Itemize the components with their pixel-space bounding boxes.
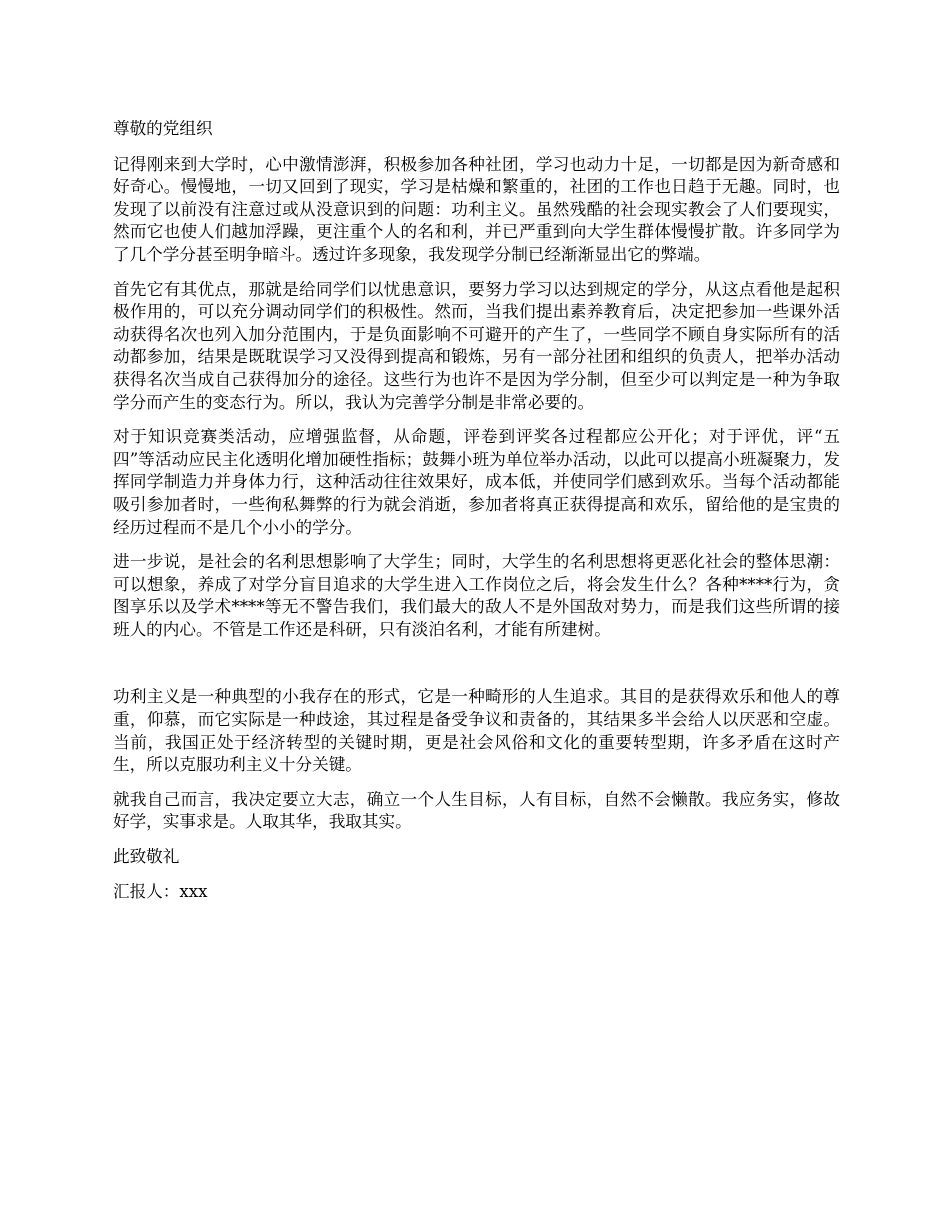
paragraph-3: 对于知识竞赛类活动，应增强监督，从命题，评卷到评奖各过程都应公开化；对于评优，评“五四”等活动应民主化透明化增加硬性指标；鼓舞小班为单位举办活动，以此可以提高小班凝聚力，发挥同学制造力并身体力行，这种活动往往效果好，成本低，并使同学们感到欢乐。当每个活动都能吸引参加者时，一些徇私舞弊的行为就会消逝，参加者将真正获得提高和欢乐，留给他的是宝贵的经历过程而不是几个小小的学分。 <box>113 427 840 537</box>
paragraph-4: 进一步说，是社会的名利思想影响了大学生；同时，大学生的名利思想将更恶化社会的整体思潮：可以想象，养成了对学分盲目追求的大学生进入工作岗位之后，将会发生什么？各种****行为，贪图享乐以及学术****等无不警告我们，我们最大的敌人不是外国敌对势力，而是我们这些所谓的接班人的内心。不管是工作还是科研，只有淡泊名利，才能有所建树。 <box>113 552 840 639</box>
paragraph-6: 就我自己而言，我决定要立大志，确立一个人生目标，人有目标，自然不会懒散。我应务实，修故好学，实事求是。人取其华，我取其实。 <box>113 789 840 832</box>
paragraph-2: 首先它有其优点，那就是给同学们以忧患意识，要努力学习以达到规定的学分，从这点看他是起积极作用的，可以充分调动同学们的积极性。然而，当我们提出素养教育后，决定把参加一些课外活动获得名次也列入加分范围内，于是负面影响不可避开的产生了，一些同学不顾自身实际所有的活动都参加，结果是既耽误学习又没得到提高和锻炼，另有一部分社团和组织的负责人，把举办活动获得名次当成自己获得加分的途径。这些行为也许不是因为学分制，但至少可以判定是一种为争取学分而产生的变态行为。所以，我认为完善学分制是非常必要的。 <box>113 279 840 412</box>
signature: 汇报人：xxx <box>113 881 208 901</box>
closing: 此致敬礼 <box>113 847 180 867</box>
document-body <box>113 118 840 915</box>
paragraph-5: 功利主义是一种典型的小我存在的形式，它是一种畸形的人生追求。其目的是获得欢乐和他人的尊重，仰慕，而它实际是一种歧途，其过程是备受争议和责备的，其结果多半会给人以厌恶和空虚。当前，我国正处于经济转型的关键时期，更是社会风俗和文化的重要转型期，许多矛盾在这时产生，所以克服功利主义十分关键。 <box>113 687 840 775</box>
salutation: 尊敬的党组织 <box>113 119 213 138</box>
paragraph-1: 记得刚来到大学时，心中激情澎湃，积极参加各种社团，学习也动力十足，一切都是因为新奇感和好奇心。慢慢地，一切又回到了现实，学习是枯燥和繁重的，社团的工作也日趋于无趣。同时，也发现了以前没有注意过或从没意识到的问题：功利主义。虽然残酷的社会现实教会了人们要现实，然而它也使人们越加浮躁，更注重个人的名和利，并已严重到向大学生群体慢慢扩散。许多同学为了几个学分甚至明争暗斗。透过许多现象，我发现学分制已经渐渐显出它的弊端。 <box>113 154 840 264</box>
